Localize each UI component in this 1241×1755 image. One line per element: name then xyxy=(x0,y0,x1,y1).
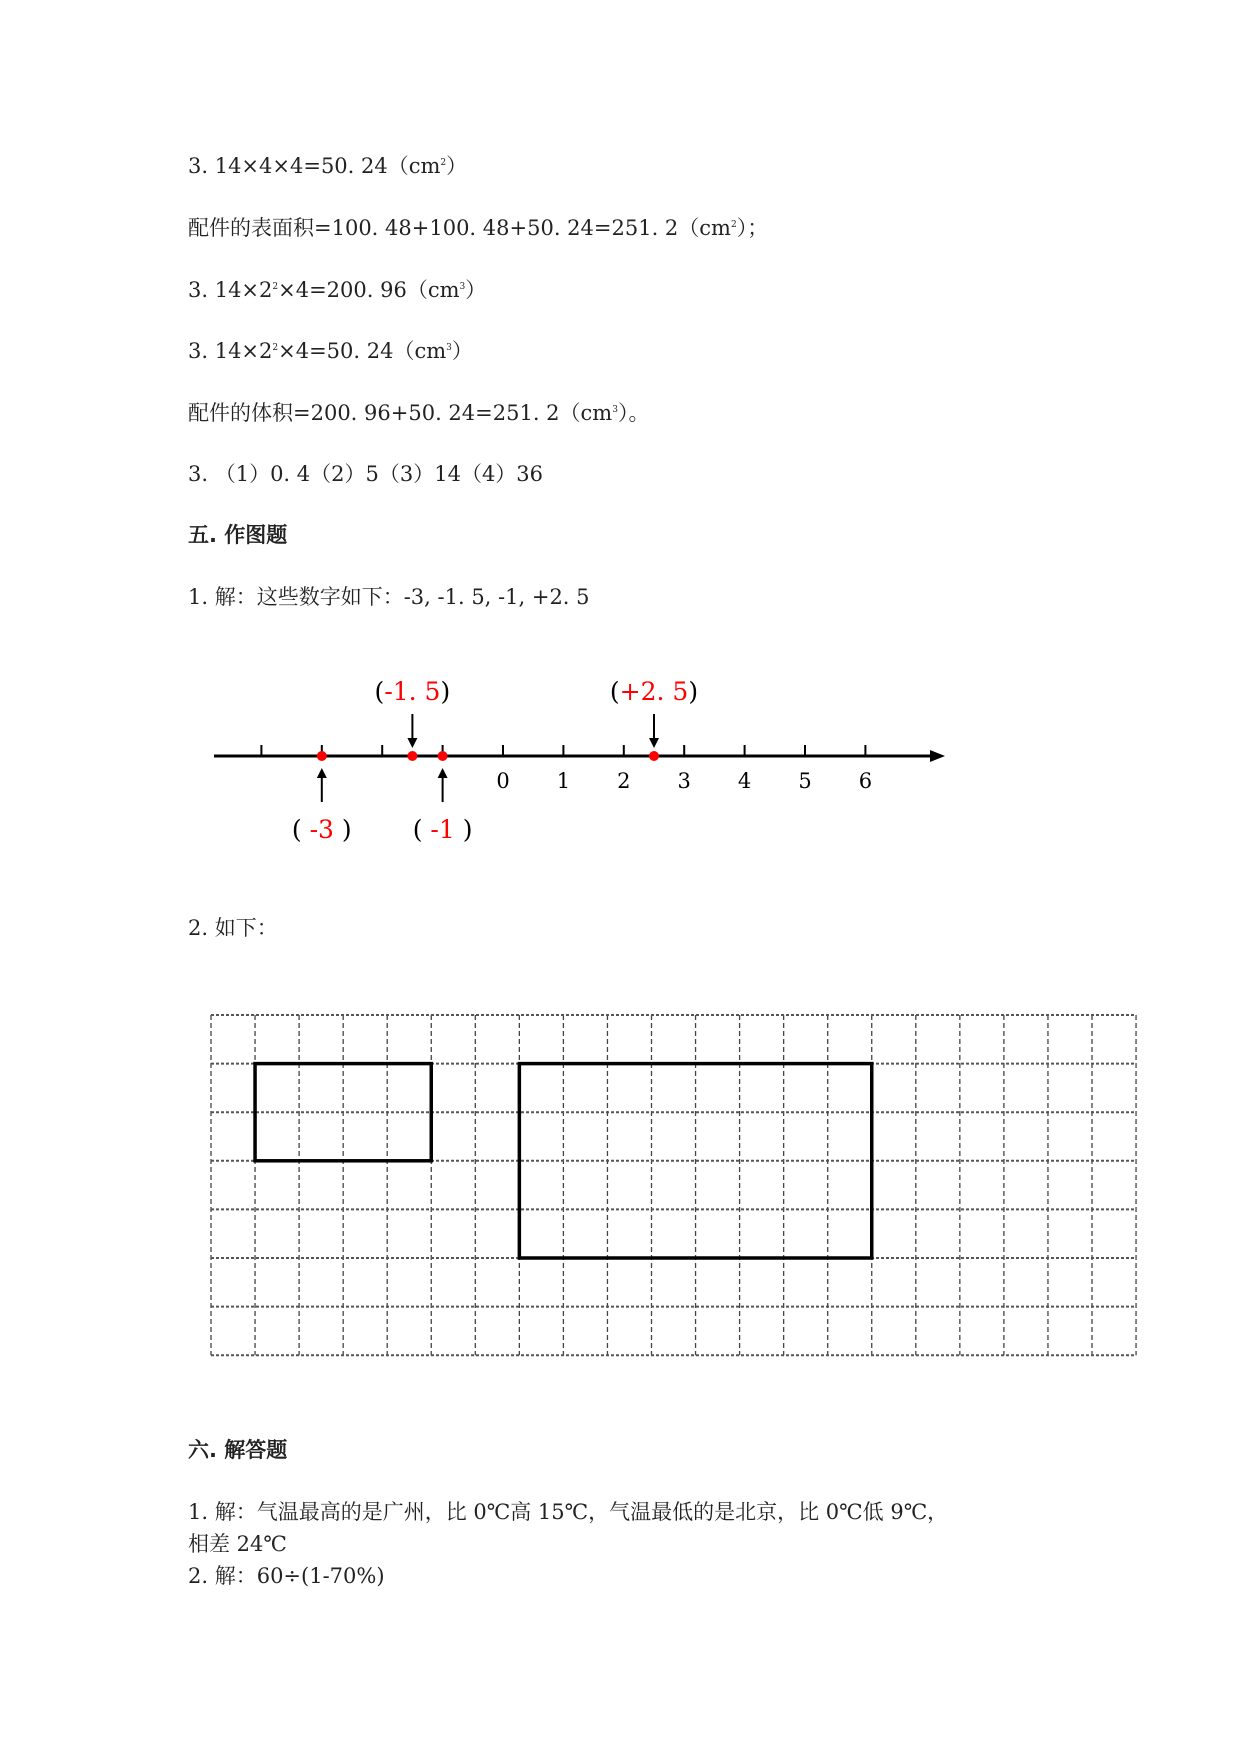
calc-line-2: 配件的表面积=100. 48+100. 48+50. 24=251. $2(cm^2)$； xyxy=(188,216,769,240)
section-6-q1: 1. 解：气温最高的是广州，比 0℃高 15℃，气温最低的是北京，比 0℃低 9℃， xyxy=(188,1500,949,1524)
tick-label: 0 xyxy=(496,769,510,793)
calc-line-1: 3. 14×4×4=50. $24(cm^2)$ xyxy=(188,154,468,178)
tick-label: 4 xyxy=(737,769,752,793)
point-label: ( -3 ) xyxy=(291,815,352,844)
calc-line-5: 配件的体积=200. 96+50. 24=251. $2(cm^3)$。 xyxy=(188,401,650,425)
tick-label: 2 xyxy=(617,769,631,793)
point-label: ( -1 ) xyxy=(412,815,473,844)
section-5-q2: 2. 如下： xyxy=(188,916,278,940)
calc-line-4: 3. $14\times 2^2\times 4=50$. $24(cm^3)$ xyxy=(188,339,473,363)
section-5-q1: 1. 解：这些数字如下：-3, -1. 5, -1, +2. 5 xyxy=(188,585,590,609)
tick-label: 3 xyxy=(677,769,691,793)
point-label: (-1. 5) xyxy=(374,677,451,706)
calc-line-3: 3. $14\times 2^2\times 4=200$. $96(cm^3)$ xyxy=(188,278,487,302)
point-label: (+2. 5) xyxy=(609,677,699,706)
section-6-q2: 2. 解：60÷(1-70%) xyxy=(188,1564,385,1588)
tick-label: 5 xyxy=(798,769,812,793)
section-5-title: 五. 作图题 xyxy=(188,523,288,547)
section-6-title: 六. 解答题 xyxy=(188,1438,288,1462)
tick-label: 6 xyxy=(858,769,873,793)
calc-line-6: 3. （1）0. 4（2）5（3）14（4）36 xyxy=(188,462,544,486)
tick-label: 1 xyxy=(556,769,571,793)
section-6-q1-cont: 相差 24℃ xyxy=(188,1532,287,1556)
